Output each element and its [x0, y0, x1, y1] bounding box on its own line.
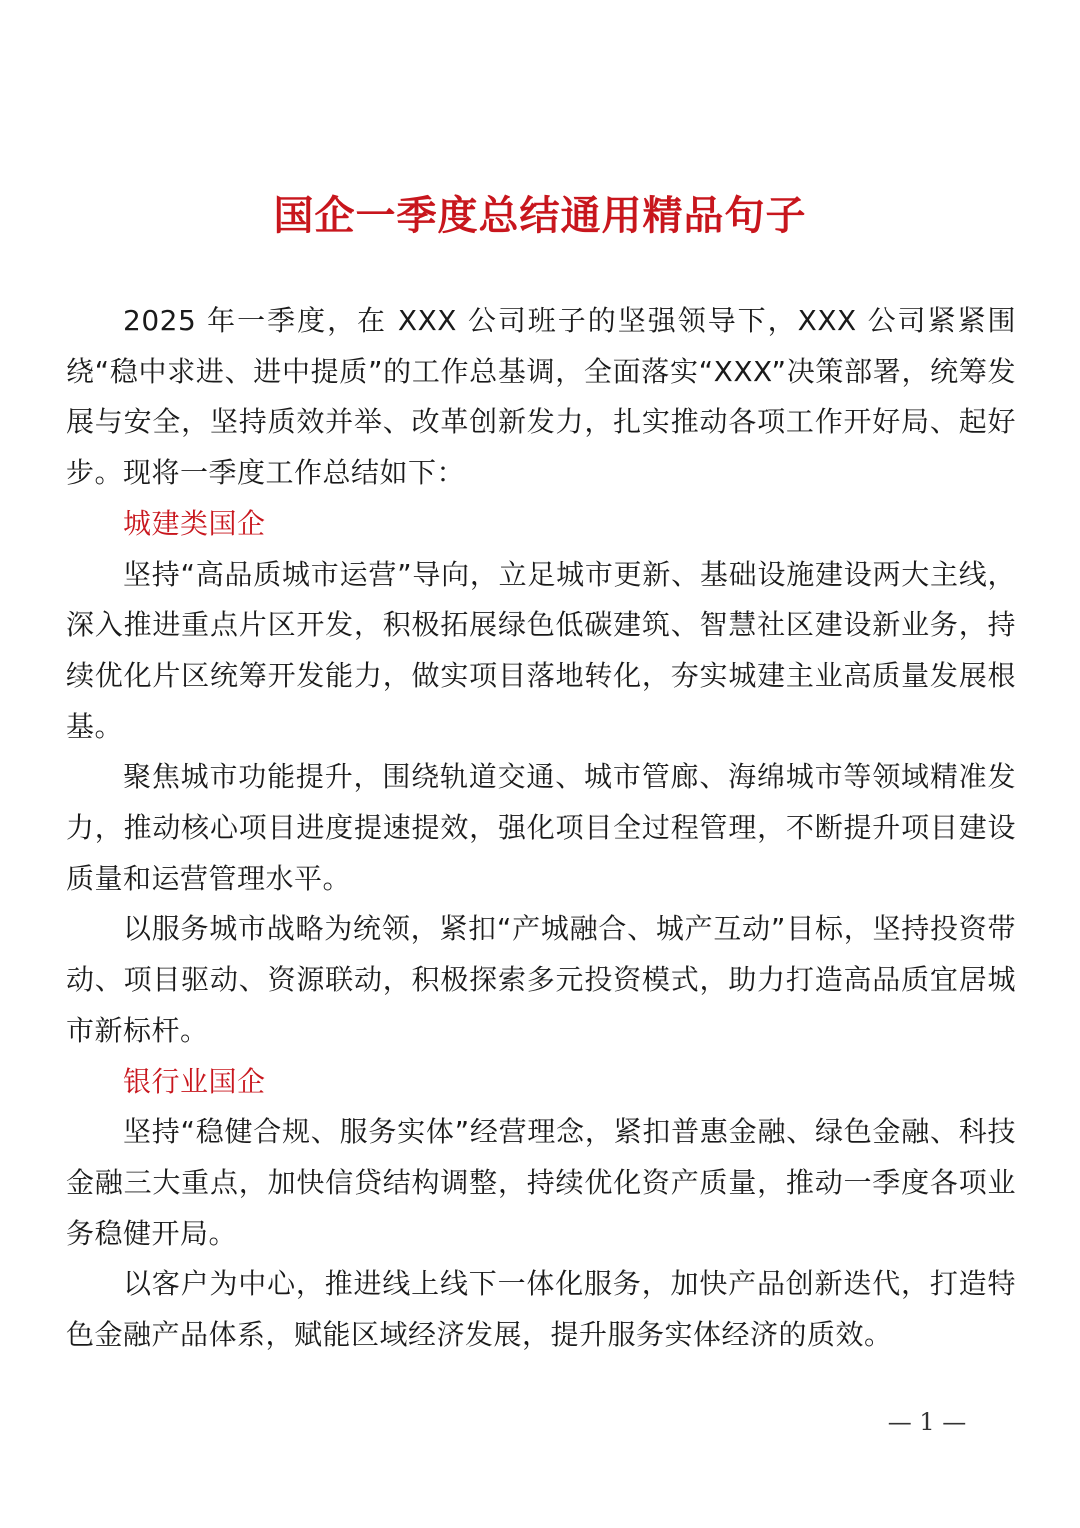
document-body [66, 296, 1016, 1361]
section-paragraph: 聚焦城市功能提升，围绕轨道交通、城市管廊、海绵城市等领域精准发力，推动核心项目进度提速提效，强化项目全过程管理，不断提升项目建设质量和运营管理水平。 [66, 760, 1016, 895]
intro-paragraph: 2025 年一季度，在 XXX 公司班子的坚强领导下，XXX 公司紧紧围绕“稳中求进、进中提质”的工作总基调，全面落实“XXX”决策部署，统筹发展与安全，坚持质效并举、改革创新发力，扎实推动各项工作开好局、起好步。现将一季度工作总结如下： [66, 304, 1016, 490]
page-number: — 1 — [887, 1408, 967, 1436]
section-paragraph: 以客户为中心，推进线上线下一体化服务，加快产品创新迭代，打造特色金融产品体系，赋能区域经济发展，提升服务实体经济的质效。 [66, 1267, 1016, 1352]
section-heading-urban-construction: 城建类国企 [123, 506, 266, 540]
section-paragraph: 坚持“高品质城市运营”导向，立足城市更新、基础设施建设两大主线，深入推进重点片区开发，积极拓展绿色低碳建筑、智慧社区建设新业务，持续优化片区统筹开发能力，做实项目落地转化，夯实城建主业高质量发展根基。 [66, 557, 1016, 743]
document-title: 国企一季度总结通用精品句子 [273, 193, 807, 239]
section-heading-banking: 银行业国企 [123, 1064, 266, 1098]
section-paragraph: 坚持“稳健合规、服务实体”经营理念，紧扣普惠金融、绿色金融、科技金融三大重点，加快信贷结构调整，持续优化资产质量，推动一季度各项业务稳健开局。 [66, 1115, 1016, 1250]
section-paragraph: 以服务城市战略为统领，紧扣“产城融合、城产互动”目标，坚持投资带动、项目驱动、资源联动，积极探索多元投资模式，助力打造高品质宜居城市新标杆。 [66, 912, 1016, 1047]
